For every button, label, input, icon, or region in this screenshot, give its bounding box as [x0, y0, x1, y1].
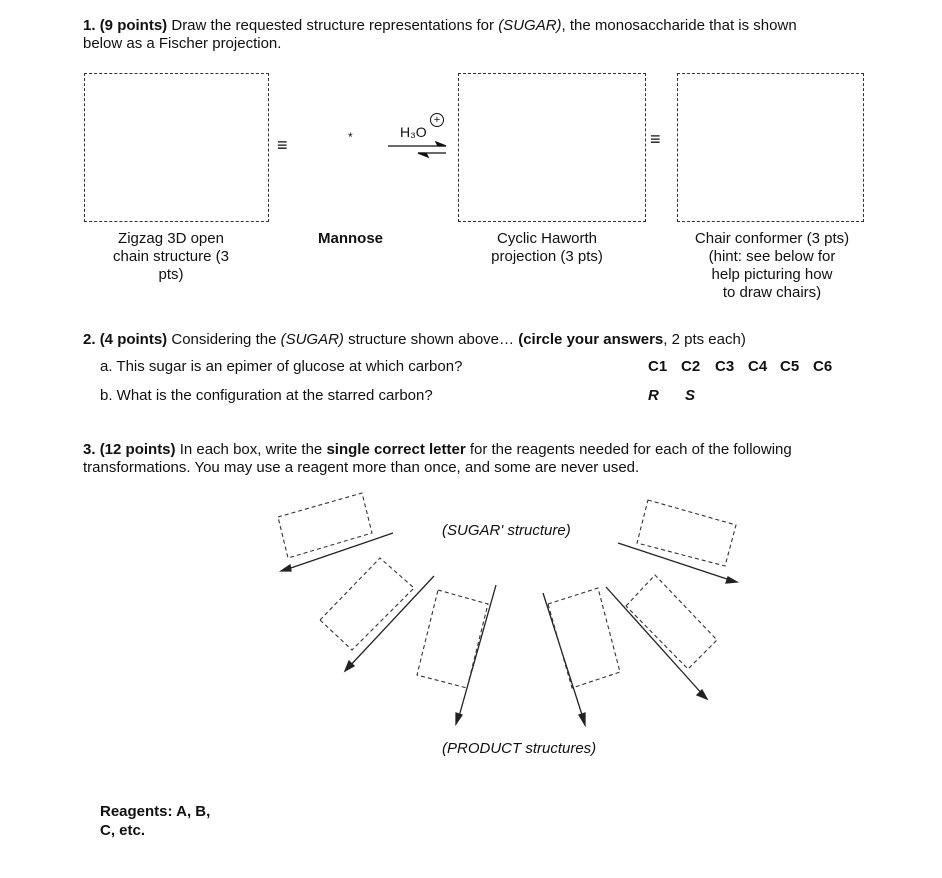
plus-charge-icon: +: [430, 113, 444, 127]
reagent-box-4: [548, 588, 620, 688]
q2b-question: b. What is the configuration at the starred carbon?: [100, 387, 433, 404]
reagent-box-1: [278, 493, 372, 558]
reaction-arrow-2: [348, 576, 434, 668]
product-structures-label: (PRODUCT structures): [442, 740, 597, 757]
carbon-c3-option[interactable]: C3: [715, 358, 735, 375]
carbon-c6-option[interactable]: C6: [813, 358, 833, 375]
sugar-prime-label: (SUGAR' structure): [442, 522, 571, 539]
carbon-c4-option[interactable]: C4: [748, 358, 768, 375]
chair-label: Chair conformer (3 pts) (hint: see below for help picturing how to draw chairs): [694, 230, 850, 301]
reagent-box-5: [626, 575, 717, 669]
q2a-question: a. This sugar is an epimer of glucose at which carbon?: [100, 358, 463, 375]
reaction-arrow-4: [543, 593, 584, 721]
arrowhead-5: [697, 690, 707, 699]
reagent-box-6: [637, 500, 736, 566]
q3-title-line2: transformations. You may use a reagent more than once, and some are never used.: [83, 459, 640, 476]
mannose-label: Mannose: [318, 230, 384, 247]
carbon-c2-option[interactable]: C2: [681, 358, 701, 375]
reagent-box-2: [320, 558, 414, 650]
reaction-arrow-5: [606, 587, 704, 696]
q1-title-line2: below as a Fischer projection.: [83, 35, 282, 52]
carbon-c5-option[interactable]: C5: [780, 358, 800, 375]
config-s-option[interactable]: S: [685, 387, 696, 404]
equivalence-sign-2: ≡: [650, 129, 661, 149]
q1-title: 1. (9 points) Draw the requested structure representations for (SUGAR), the monosaccharide that is shown: [83, 17, 797, 34]
equivalence-sign-1: ≡: [277, 135, 288, 155]
h3o-reagent-label: H₃O: [400, 124, 427, 140]
config-r-option[interactable]: R: [648, 387, 659, 404]
equilibrium-arrow-icon: [388, 142, 446, 157]
arrowhead-4: [579, 713, 585, 725]
arrowhead-1: [281, 565, 291, 571]
carbon-c1-option[interactable]: C1: [648, 358, 668, 375]
haworth-label: Cyclic Haworth projection (3 pts): [491, 230, 603, 265]
q2-title: 2. (4 points) Considering the (SUGAR) structure shown above… (circle your answers, 2 pts each): [83, 331, 746, 348]
zigzag-label: Zigzag 3D open chain structure (3 pts): [113, 230, 229, 283]
arrowhead-6: [726, 577, 737, 583]
reagents-label: Reagents: A, B, C, etc.: [100, 803, 211, 839]
reagent-box-3: [417, 590, 488, 688]
star-marker: *: [348, 130, 353, 144]
reaction-arrow-6: [618, 543, 733, 581]
reaction-arrow-3: [458, 585, 496, 720]
arrowhead-3: [456, 713, 462, 724]
reaction-arrow-1: [285, 533, 393, 570]
q3-title: 3. (12 points) In each box, write the single correct letter for the reagents needed for each of the following: [83, 441, 792, 458]
